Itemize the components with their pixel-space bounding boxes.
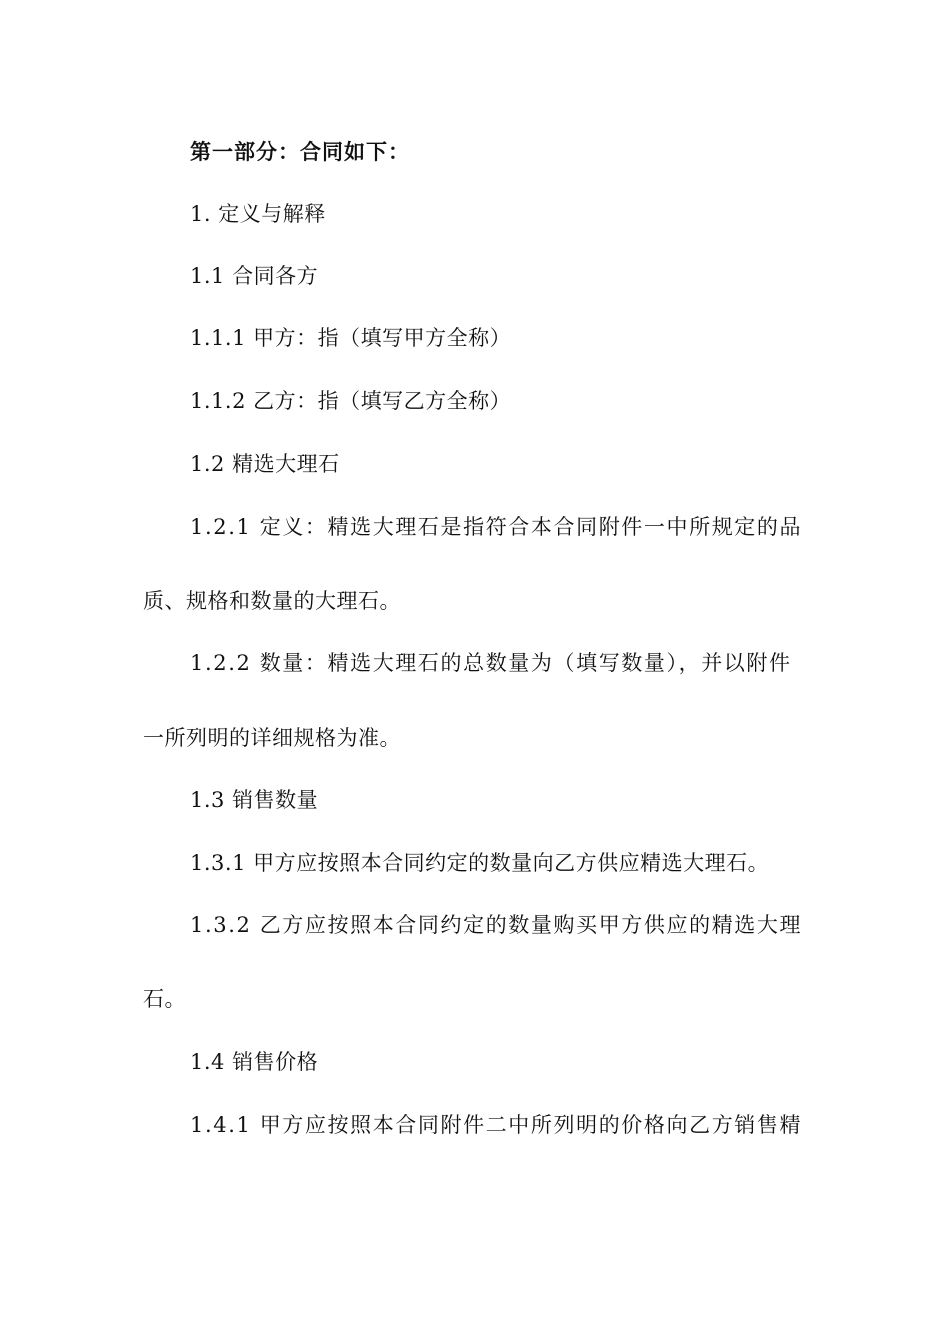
clause-1-1-2: 1.1.2 乙方：指（填写乙方全称） — [190, 389, 512, 413]
clause-1-3-1: 1.3.1 甲方应按照本合同约定的数量向乙方供应精选大理石。 — [190, 851, 770, 875]
clause-1-4-1-line-1: 1.4.1 甲方应按照本合同附件二中所列明的价格向乙方销售精 — [190, 1113, 803, 1137]
clause-1-3-2-line-2: 石。 — [143, 987, 186, 1011]
section-heading: 第一部分：合同如下： — [190, 140, 410, 164]
clause-1-1-1: 1.1.1 甲方：指（填写甲方全称） — [190, 326, 512, 350]
clause-1-3-2-line-1: 1.3.2 乙方应按照本合同约定的数量购买甲方供应的精选大理 — [190, 913, 803, 937]
clause-1-2-2-line-1: 1.2.2 数量：精选大理石的总数量为（填写数量），并以附件 — [190, 651, 792, 675]
clause-1-1: 1.1 合同各方 — [190, 264, 319, 288]
clause-1: 1. 定义与解释 — [190, 202, 326, 226]
clause-1-2-1-line-1: 1.2.1 定义：精选大理石是指符合本合同附件一中所规定的品 — [190, 515, 803, 539]
clause-1-4: 1.4 销售价格 — [190, 1050, 319, 1074]
clause-1-2: 1.2 精选大理石 — [190, 452, 340, 476]
clause-1-2-2-line-2: 一所列明的详细规格为准。 — [143, 726, 401, 750]
clause-1-2-1-line-2: 质、规格和数量的大理石。 — [143, 589, 401, 613]
clause-1-3: 1.3 销售数量 — [190, 788, 319, 812]
